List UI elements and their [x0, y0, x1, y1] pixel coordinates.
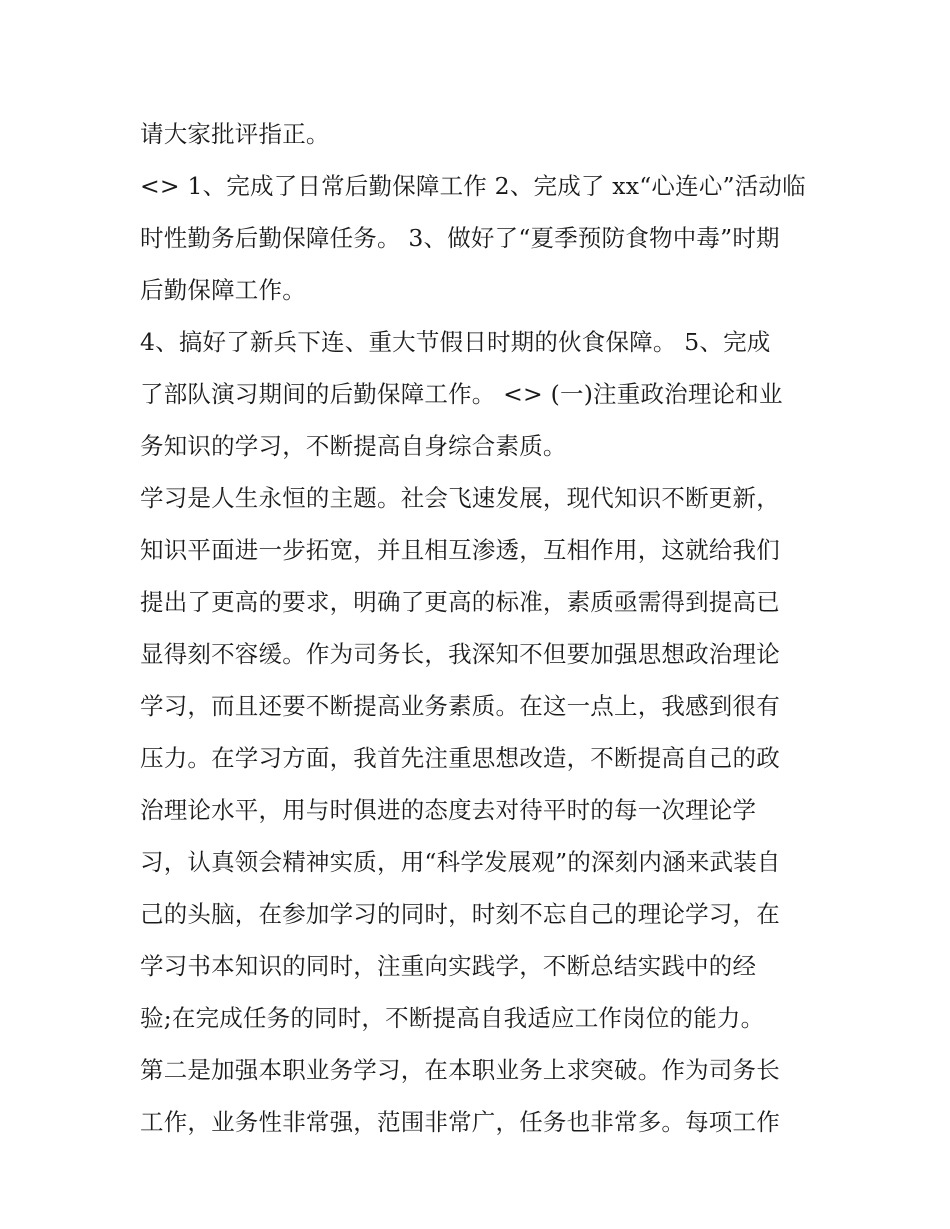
- text-line: 验;在完成任务的同时，不断提高自我适应工作岗位的能力。: [140, 1004, 765, 1032]
- text-line: 后勤保障工作。: [140, 276, 306, 304]
- text-line: 务知识的学习，不断提高自身综合素质。: [140, 432, 567, 460]
- text-line: 学习，而且还要不断提高业务素质。在这一点上，我感到很有: [140, 692, 780, 720]
- text-line: <> 1、完成了日常后勤保障工作 2、完成了 xx“心连心”活动临: [140, 172, 806, 200]
- text-line: 提出了更高的要求，明确了更高的标准，素质亟需得到提高已: [140, 588, 780, 616]
- text-line: 治理论水平，用与时俱进的态度去对待平时的每一次理论学: [140, 796, 757, 824]
- text-line: 压力。在学习方面，我首先注重思想改造，不断提高自己的政: [140, 744, 780, 772]
- text-line: 4、搞好了新兵下连、重大节假日时期的伙食保障。 5、完成: [140, 328, 771, 356]
- text-line: 请大家批评指正。: [140, 120, 330, 148]
- text-line: 时性勤务后勤保障任务。 3、做好了“夏季预防食物中毒”时期: [140, 224, 780, 252]
- text-line: 己的头脑，在参加学习的同时，时刻不忘自己的理论学习，在: [140, 900, 780, 928]
- text-line: 学习是人生永恒的主题。社会飞速发展，现代知识不断更新，: [140, 484, 780, 512]
- text-line: 显得刻不容缓。作为司务长，我深知不但要加强思想政治理论: [140, 640, 780, 668]
- document-body: [140, 108, 820, 1148]
- text-line: 习，认真领会精神实质，用“科学发展观”的深刻内涵来武装自: [140, 848, 781, 876]
- text-line: 工作，业务性非常强，范围非常广，任务也非常多。每项工作: [140, 1108, 780, 1136]
- text-line: 了部队演习期间的后勤保障工作。 <> (一)注重政治理论和业: [140, 380, 783, 408]
- text-line: 第二是加强本职业务学习，在本职业务上求突破。作为司务长: [140, 1056, 780, 1084]
- text-line: 学习书本知识的同时，注重向实践学，不断总结实践中的经: [140, 952, 757, 980]
- text-line: 知识平面进一步拓宽，并且相互渗透，互相作用，这就给我们: [140, 536, 780, 564]
